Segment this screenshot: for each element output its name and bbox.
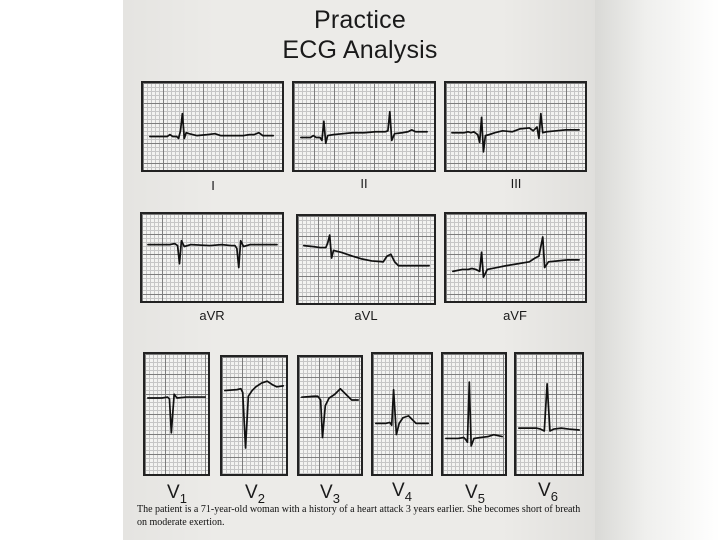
label-lead-v3: $V_3$: [320, 482, 340, 506]
label-lead-avl: aVL: [354, 308, 378, 323]
ecg-panel-lead-v2: [220, 355, 288, 476]
ecg-panel-lead-avf: [444, 212, 587, 303]
label-lead-v1: $V_1$: [167, 482, 187, 506]
ecg-panel-lead-i: [141, 81, 284, 172]
label-lead-v6: $V_6$: [538, 480, 558, 504]
ecg-panel-lead-avr: [140, 212, 284, 303]
ecg-panel-lead-v3: [297, 355, 363, 476]
label-lead-v4: $V_4$: [392, 480, 412, 504]
case-description: The patient is a 71-year-old woman with a history of a heart attack 3 years earlier. She becomes short of breath on moderate exertion.: [137, 504, 581, 528]
ecg-panel-lead-v5: [441, 352, 507, 476]
label-lead-ii: II: [360, 176, 368, 191]
label-lead-i: I: [211, 178, 215, 193]
ecg-panel-lead-ii: [292, 81, 436, 172]
ecg-panel-lead-avl: [296, 214, 436, 305]
title-ecg-analysis: ECG Analysis: [282, 36, 438, 64]
ecg-panel-lead-iii: [444, 81, 587, 172]
ecg-panel-lead-v6: [514, 352, 584, 476]
title-practice: Practice: [314, 6, 406, 34]
ecg-panel-lead-v1: [143, 352, 210, 476]
label-lead-avf: aVF: [503, 308, 527, 323]
ecg-panel-lead-v4: [371, 352, 433, 476]
label-lead-v2: $V_2$: [245, 482, 265, 506]
label-lead-avr: aVR: [199, 308, 225, 323]
label-lead-v5: $V_5$: [465, 482, 485, 506]
book-spine-shadow: [595, 0, 720, 540]
label-lead-iii: III: [510, 176, 522, 191]
